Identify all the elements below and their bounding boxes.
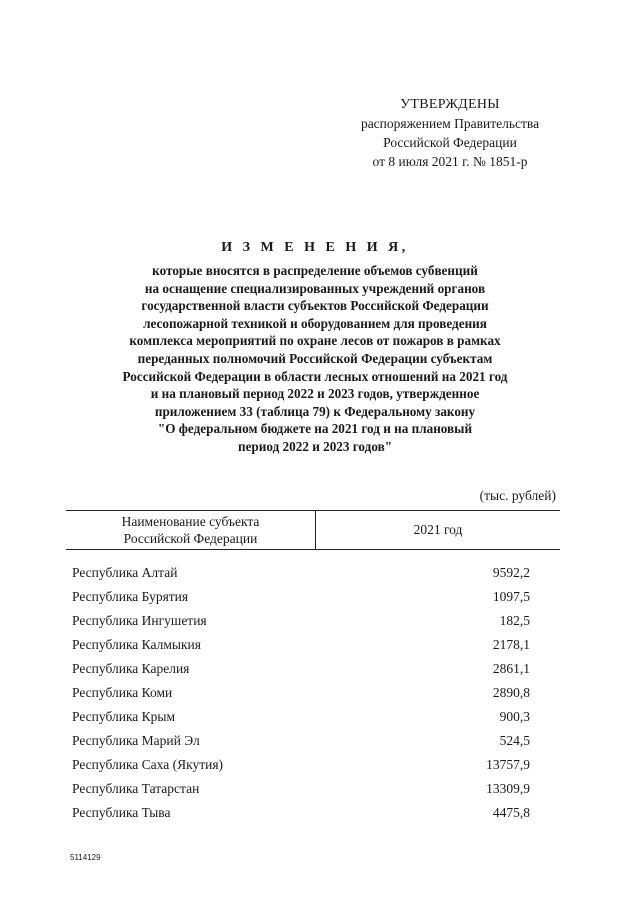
heading-line: лесопожарной техникой и оборудованием для проведения	[143, 315, 487, 331]
region-value: 13309,9	[486, 781, 530, 796]
heading-line: на оснащение специализированных учреждений органов	[144, 280, 486, 296]
table-row	[72, 683, 552, 707]
heading-line: и на плановый период 2022 и 2023 годов, утвержденное	[150, 386, 480, 402]
region-name: Республика Калмыкия	[72, 637, 201, 652]
region-value: 182,5	[499, 613, 530, 628]
document-heading	[70, 240, 560, 456]
heading-title: И З М Е Н Е Н И Я,	[221, 240, 409, 255]
region-name: Республика Ингушетия	[72, 613, 207, 628]
region-value: 2861,1	[492, 661, 530, 676]
table-row	[72, 731, 552, 755]
heading-line: государственной власти субъектов Российской Федерации	[141, 298, 489, 314]
units-label: (тыс. рублей)	[479, 488, 556, 503]
heading-line: комплекса мероприятий по охране лесов от пожаров в рамках	[129, 333, 501, 349]
table-row	[72, 779, 552, 803]
table-body	[72, 563, 552, 827]
region-value: 1097,5	[492, 589, 530, 604]
approval-stamp	[340, 95, 560, 171]
document-number: 5114129	[70, 853, 101, 862]
table-header	[66, 510, 560, 550]
region-name: Республика Карелия	[72, 661, 190, 676]
approval-line-1: распоряжением Правительства	[360, 116, 540, 131]
table-row	[72, 659, 552, 683]
approval-line-3: от 8 июля 2021 г. № 1851-р	[372, 154, 528, 169]
region-name: Республика Коми	[72, 685, 173, 700]
approval-title: УТВЕРЖДЕНЫ	[400, 97, 500, 112]
header-region-name-line: Российской Федерации	[123, 531, 258, 546]
table-row	[72, 707, 552, 731]
region-name: Республика Бурятия	[72, 589, 189, 604]
region-value: 2178,1	[492, 637, 530, 652]
table-row	[72, 755, 552, 779]
region-value: 13757,9	[486, 757, 530, 772]
heading-line: Российской Федерации в области лесных отношений на 2021 год	[122, 368, 508, 384]
region-name: Республика Марий Эл	[72, 733, 200, 748]
region-name: Республика Алтай	[72, 565, 178, 580]
table-row	[72, 587, 552, 611]
header-region-name	[66, 511, 316, 549]
heading-line: приложением 33 (таблица 79) к Федеральному закону	[154, 403, 476, 419]
table-row	[72, 635, 552, 659]
heading-line: период 2022 и 2023 годов"	[237, 438, 393, 454]
header-region-name-line: Наименование субъекта	[121, 514, 260, 529]
approval-line-2: Российской Федерации	[383, 135, 517, 150]
region-name: Республика Татарстан	[72, 781, 200, 796]
region-value: 2890,8	[492, 685, 530, 700]
region-value: 9592,2	[492, 565, 530, 580]
region-value: 524,5	[499, 733, 530, 748]
table-row	[72, 803, 552, 827]
region-name: Республика Крым	[72, 709, 176, 724]
heading-line: "О федеральном бюджете на 2021 год и на плановый	[157, 421, 473, 437]
region-value: 4475,8	[492, 805, 530, 820]
table-row	[72, 563, 552, 587]
header-year: 2021 год	[413, 522, 463, 537]
region-value: 900,3	[499, 709, 530, 724]
heading-line: переданных полномочий Российской Федерации субъектам	[137, 350, 493, 366]
heading-line: которые вносятся в распределение объемов субвенций	[152, 263, 478, 278]
region-name: Республика Саха (Якутия)	[72, 757, 224, 772]
table-row	[72, 611, 552, 635]
region-name: Республика Тыва	[72, 805, 171, 820]
